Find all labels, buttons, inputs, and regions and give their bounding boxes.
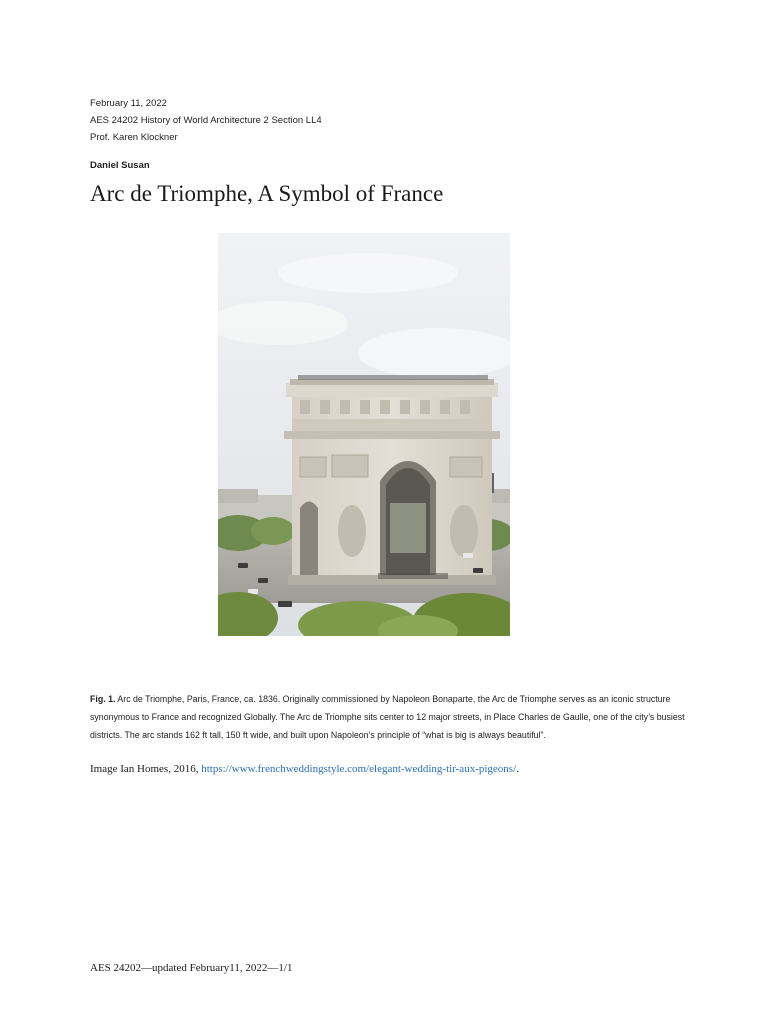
- image-credit: [90, 763, 519, 775]
- figure-label: Fig. 1.: [90, 694, 116, 704]
- caption-text: Arc de Triomphe, Paris, France, ca. 1836. Originally commissioned by Napoleon Bonaparte, the Arc de Triomphe serves as an iconic structure synonymous to France and recognized Globally. The Arc de Triomphe sits center to 12 major streets, in Place Charles de Gaulle, one of the city’s busiest districts. The arc stands 162 ft tall, 150 ft wide, and built upon Napoleon’s principle of “what is big is always beautiful”.: [90, 694, 685, 740]
- course-line: AES 24202 History of World Architecture 2 Section LL4: [90, 115, 322, 126]
- credit-suffix: .: [516, 763, 519, 775]
- figure-caption: [90, 690, 695, 744]
- credit-link[interactable]: https://www.frenchweddingstyle.com/elegant-wedding-tir-aux-pigeons/: [201, 763, 517, 775]
- document-header: [90, 95, 322, 146]
- author-name: Daniel Susan: [90, 160, 150, 171]
- page-footer: AES 24202—updated February11, 2022—1/1: [90, 962, 293, 974]
- document-title: Arc de Triomphe, A Symbol of France: [90, 181, 444, 206]
- date-line: February 11, 2022: [90, 98, 167, 109]
- arc-de-triomphe-photo: [218, 233, 510, 636]
- credit-prefix: Image Ian Homes, 2016,: [90, 763, 202, 775]
- professor-line: Prof. Karen Klockner: [90, 132, 178, 143]
